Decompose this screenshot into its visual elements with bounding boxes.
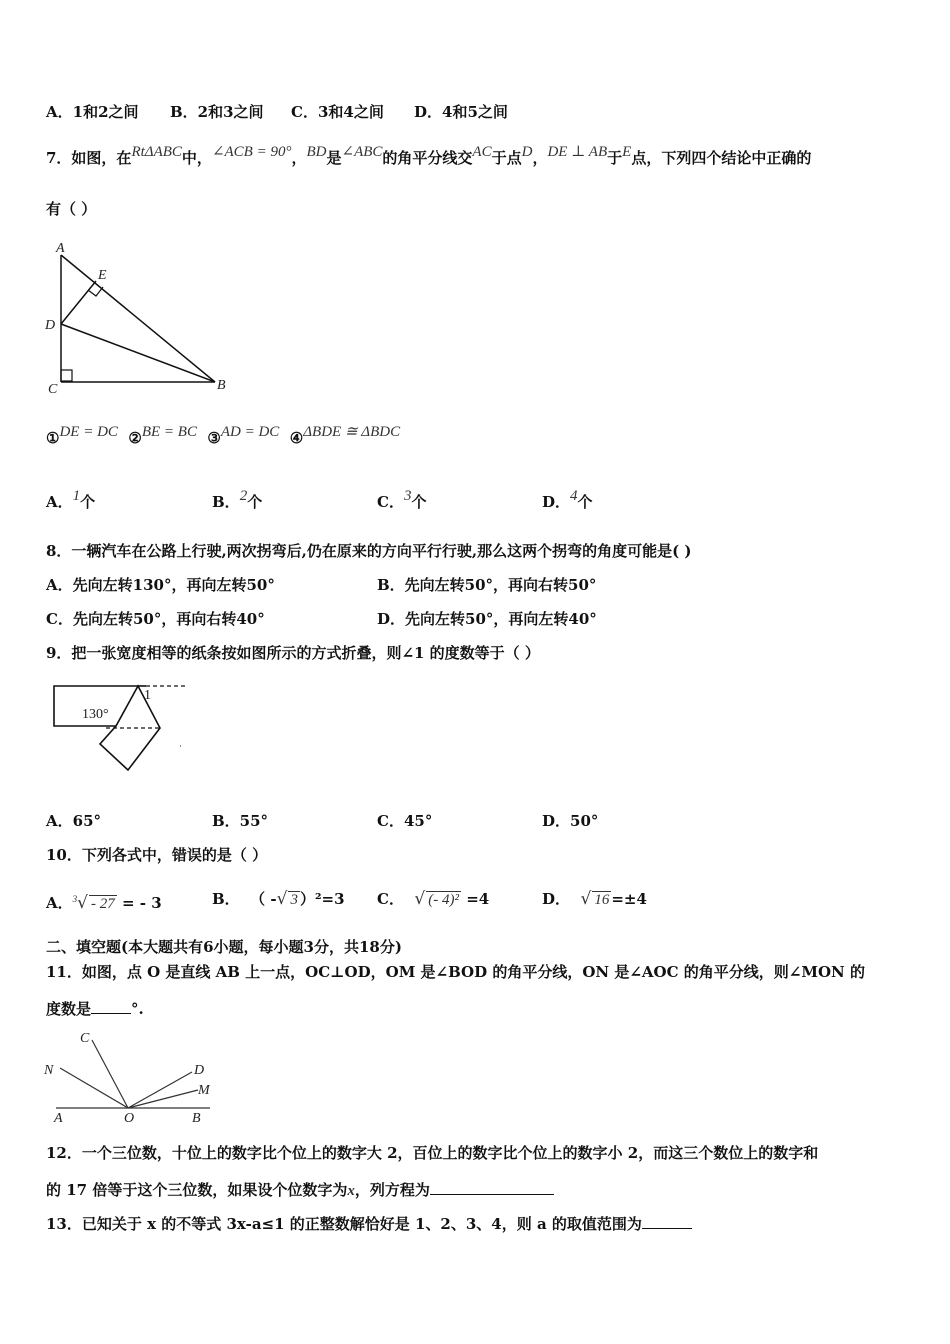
q8-option-a: A．先向左转130°，再向左转50° (46, 576, 275, 594)
q7-math-1: RtΔABC (131, 144, 182, 160)
q7-text-7: ， (532, 149, 548, 167)
q7-option-c (377, 488, 427, 513)
q7-segment-ab (61, 255, 215, 382)
q7-stem-line2: 有（ ） (46, 200, 97, 218)
q9-option-c: C．45° (377, 812, 433, 830)
q7-option-a-num: 1 (72, 488, 81, 504)
q11-answer-blank[interactable] (91, 999, 131, 1014)
q7-stem (46, 144, 812, 169)
q11-label-n: N (44, 1063, 54, 1078)
q10-cube-root-index: 3 (72, 894, 78, 904)
q10-option-b-pre: （ - (250, 890, 277, 908)
q11-label-b: B (192, 1111, 201, 1126)
conclusion-3-expr: AD = DC (220, 424, 280, 440)
conclusion-2-expr: BE = BC (141, 424, 197, 440)
q7-math-4: ∠ABC (341, 144, 383, 160)
q7-option-d (542, 488, 593, 513)
q7-segment-db (61, 324, 215, 382)
q7-text-4: 是 (326, 149, 342, 167)
q7-text-8: 于 (607, 149, 623, 167)
q7-option-c-letter: C． (377, 493, 404, 511)
q9-option-a: A．65° (46, 812, 102, 830)
q10-option-c (377, 889, 489, 909)
q7-option-d-letter: D． (542, 493, 571, 511)
q7-option-d-num: 4 (570, 488, 578, 504)
q11-angle-figure (40, 1028, 220, 1128)
q7-label-e: E (98, 268, 107, 283)
q8-option-d: D．先向左转50°，再向左转40° (377, 610, 597, 628)
q7-label-d: D (45, 318, 56, 333)
conclusion-1-num: ① (46, 429, 60, 447)
q7-text-6: 于点 (491, 149, 522, 167)
q8-stem: 8．一辆汽车在公路上行驶,两次拐弯后,仍在原来的方向平行行驶,那么这两个拐弯的角度可能是( ) (46, 542, 692, 560)
radical-icon: √ (580, 889, 592, 909)
q10-stem: 10．下列各式中，错误的是（ ） (46, 846, 268, 864)
q7-text-5: 的角平分线交 (382, 149, 473, 167)
q8-option-b: B．先向左转50°，再向右转50° (377, 576, 597, 594)
q7-math-8: E (622, 144, 632, 160)
q11-label-d: D (194, 1063, 205, 1078)
q9-option-b: B．55° (212, 812, 269, 830)
q12-text-post: ，列方程为 (354, 1181, 430, 1199)
q7-math-5: AC (472, 144, 492, 160)
q10-option-d-letter: D． (542, 890, 571, 908)
q10-option-b-letter: B． (212, 890, 240, 908)
q7-segment-de (61, 281, 96, 324)
conclusion-2-num: ② (128, 429, 142, 447)
q12-variable: x (347, 1183, 355, 1199)
q11-text-post: °. (131, 1000, 144, 1018)
q11-label-c: C (80, 1031, 90, 1046)
q10-option-d-radicand: 16 (594, 892, 610, 908)
q7-option-b-letter: B． (212, 493, 240, 511)
conclusion-4-num: ④ (289, 429, 304, 447)
q7-option-c-num: 3 (403, 488, 412, 504)
q10-option-b (212, 889, 345, 909)
q11-ray-od (128, 1072, 192, 1108)
q10-option-b-radicand: 3 (290, 892, 298, 908)
q7-math-2: ∠ACB = 90° (211, 144, 292, 160)
q11-label-o: O (124, 1111, 135, 1126)
q7-triangle-figure (40, 238, 240, 398)
q7-option-a-letter: A． (46, 493, 73, 511)
q11-stem: 11．如图，点 O 是直线 AB 上一点，OC⊥OD，OM 是∠BOD 的角平分线，ON 是∠AOC 的角平分线，则∠MON 的 (46, 963, 865, 981)
q7-option-b-num: 2 (239, 488, 248, 504)
radical-icon: √ (276, 889, 288, 909)
q10-option-d (542, 889, 647, 909)
q7-label-b: B (217, 378, 226, 393)
q7-label-c: C (48, 382, 58, 397)
q9-fold-figure (50, 680, 200, 770)
q10-option-d-rest: =±4 (611, 890, 647, 908)
q7-option-b-unit: 个 (247, 493, 263, 511)
q7-math-3: BD (306, 144, 327, 160)
q13-text: 13．已知关于 x 的不等式 3x-a≤1 的正整数解恰好是 1、2、3、4，则 a 的取值范围为 (46, 1215, 642, 1233)
radical-icon: √ (77, 893, 88, 913)
q10-option-a-radicand: - 27 (90, 896, 115, 912)
section-2-heading: 二、填空题(本大题共有6小题，每小题3分，共18分) (46, 938, 402, 956)
q6-option-b: B．2和3之间 (170, 103, 264, 121)
q7-option-d-unit: 个 (577, 493, 593, 511)
q10-option-c-radicand: (- 4)² (428, 892, 459, 908)
q7-conclusions (46, 424, 401, 449)
q8-option-c: C．先向左转50°，再向右转40° (46, 610, 265, 628)
q12-answer-blank[interactable] (430, 1180, 554, 1195)
q11-stem-line2 (46, 999, 144, 1019)
q9-stem: 9．把一张宽度相等的纸条按如图所示的方式折叠，则∠1 的度数等于（ ） (46, 644, 540, 662)
q6-option-a: A．1和2之间 (46, 103, 139, 121)
q7-option-a (46, 488, 96, 513)
q7-label-a: A (56, 241, 65, 256)
q9-option-d: D．50° (542, 812, 599, 830)
q7-option-b (212, 488, 263, 513)
q7-text-3: ， (291, 149, 307, 167)
q7-right-angle-c (61, 370, 72, 381)
q7-option-c-unit: 个 (411, 493, 427, 511)
q7-text-1: 7．如图，在 (46, 149, 132, 167)
q11-text-pre: 度数是 (46, 1000, 92, 1018)
conclusion-3-num: ③ (207, 429, 221, 447)
q11-ray-om (128, 1090, 198, 1108)
q6-option-d: D．4和5之间 (414, 103, 508, 121)
q7-text-2: 中， (181, 149, 212, 167)
q10-option-a-rest: = - 3 (116, 894, 162, 912)
q9-angle-label: 130° (82, 707, 109, 722)
q6-option-c: C．3和4之间 (291, 103, 384, 121)
q13-answer-blank[interactable] (642, 1214, 692, 1229)
q10-option-b-rest: ）²=3 (299, 890, 345, 908)
q11-label-m: M (198, 1083, 210, 1098)
q10-option-a (46, 889, 162, 913)
q7-text-9: 点，下列四个结论中正确的 (631, 149, 812, 167)
q7-math-7: DE ⊥ AB (547, 144, 608, 160)
q12-text-pre: 的 17 倍等于这个三位数，如果设个位数字为 (46, 1181, 348, 1199)
conclusion-1-expr: DE = DC (59, 424, 118, 440)
q13-stem (46, 1214, 692, 1234)
q7-math-6: D (521, 144, 533, 160)
q9-angle-one-label: 1 (144, 688, 151, 703)
q10-option-a-letter: A． (46, 894, 73, 912)
q10-option-c-rest: =4 (466, 890, 490, 908)
q10-option-c-letter: C． (377, 890, 404, 908)
q11-label-a: A (54, 1111, 63, 1126)
q12-stem-line2 (46, 1180, 554, 1201)
conclusion-4-expr: ΔBDE ≅ ΔBDC (303, 424, 401, 440)
q12-stem: 12．一个三位数，十位上的数字比个位上的数字大 2，百位上的数字比个位上的数字小 2，而这三个数位上的数字和 (46, 1144, 819, 1162)
radical-icon: √ (414, 889, 426, 909)
q7-option-a-unit: 个 (80, 493, 96, 511)
